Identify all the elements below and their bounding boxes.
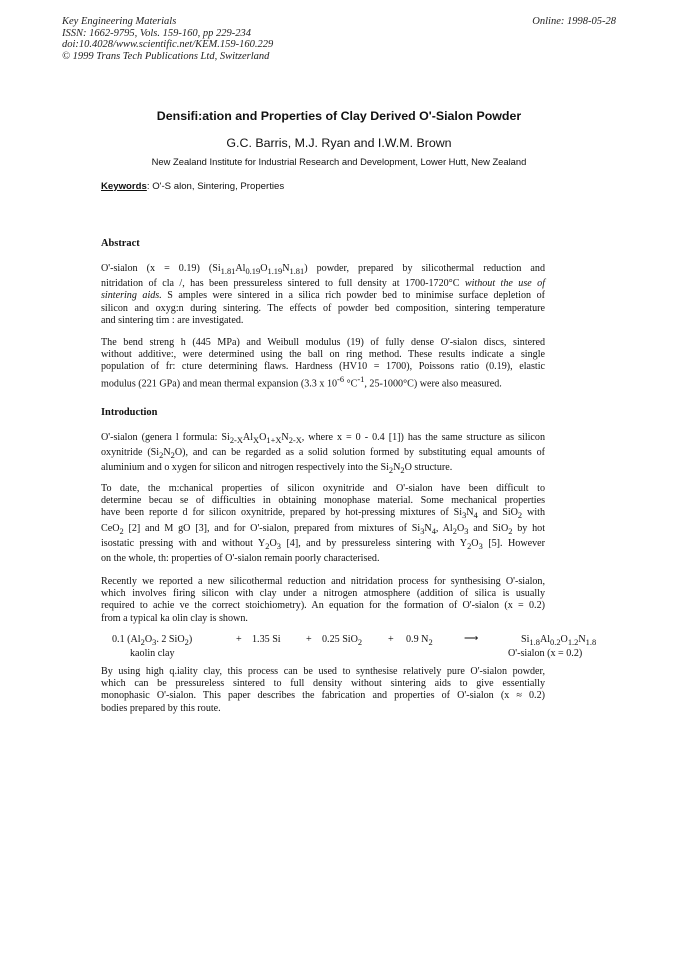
equation-term-silica: 0.25 SiO$_2$ — [322, 634, 363, 648]
paper-title: Densifi:ation and Properties of Clay Derived O'-Sialon Powder — [156, 109, 522, 123]
introduction-paragraph-4: By using high q.iality clay, this process can be used to synthesise relatively pure O'-sialon powder, which can be pressureless sintered to full density without sintering aids to give essentially monophasic O'-sialon. This paper describes the fabrication and properties of O'-sialon (x ≈ 0.2) bodies prepared by this route. — [101, 666, 545, 714]
equation-term-nitrogen: 0.9 $N_2$ — [406, 634, 433, 648]
introduction-paragraph-2: To date, the m:chanical properties of silicon oxynitride and O'-sialon have been difficult to determine becau se of difficulties in obtaining monophase material. Some mechanical properties have been reporte d for silicon oxynitride, prepared by hot-pressing mixtures of $Si_3N_4$ and SiO$_2$ with CeO$_2$ [2] and M gO [3], and for O'-sialon, prepared from mixtures of $Si_3N_4$, $Al_2O_3$ and SiO$_2$ by hot isostatic pressing with and without $Y_2O_3$ [4], and by pressureless sintering with $Y_2O_3$ [5]. However on the whole, th: properties of O'-sialon remain poorly characterised. — [101, 483, 546, 565]
equation-term-silicon: 1.35 Si — [252, 634, 281, 645]
abstract-paragraph-2: The bend streng h (445 MPa) and Weibull modulus (19) of fully dense O'-sialon discs, sintered without additive:, were determined using the ball on ring method. These results indicate a single population of fr: cture determining flaws. Hardness (HV10 = 1700), Poissons ratio (0.19), elastic modulus (221 GPa) and mean thermal expansion (3.3 x $10^{-6}$ $^\circ C^{-1}$, 25-1000°C) were also measured. — [101, 337, 545, 389]
equation-plus-1: + — [236, 634, 242, 645]
journal-name: Key Engineering Materials — [62, 16, 177, 27]
copyright-line: © 1999 Trans Tech Publications Ltd, Switzerland — [62, 50, 270, 62]
abstract-heading: Abstract — [101, 238, 140, 249]
authors: G.C. Barris, M.J. Ryan and I.W.M. Brown — [226, 136, 452, 150]
online-date: Online: 1998-05-28 — [532, 16, 616, 27]
journal-header — [62, 16, 273, 62]
equation-plus-2: + — [306, 634, 312, 645]
introduction-paragraph-3: Recently we reported a new silicothermal reduction and nitridation process for synthesising O'-sialon, which involves firing silicon with clay under a nitrogen atmosphere (addition of silica is usually required to achie ve the correct stoichiometry). An equation for the formation of O'-sialon (x = 0.2) from a typical ka olin clay is shown. — [101, 576, 545, 624]
issn-line: ISSN: 1662-9795, Vols. 159-160, pp 229-234 — [62, 27, 251, 39]
abstract-paragraph-1: O'-sialon (x = 0.19) $(Si_{1.81}Al_{0.19}O_{1.19}N_{1.81})$ powder, prepared by silicothermal reduction and nitridation of cla /, has been pressureless sintered to full density at 1700-1720°C without the use of sintering aids. S amples were sintered in a silica rich powder bed to minimise surface depletion of silicon and oxyg:n during sintering. The effects of powder bed composition, sintering temperature and sintering tim : are investigated. — [101, 263, 545, 326]
introduction-paragraph-1: O'-sialon (genera l formula: $Si_{2-X}Al_XO_{1+X}N_{2-X}$, where x = 0 - 0.4 [1]) has the same structure as silicon oxynitride $(Si_2N_2O)$, and can be regarded as a solid solution formed by substituting equal amounts of aluminium and o xygen for silicon and nitrogen respectively into the $Si_2N_2O$ structure. — [101, 432, 545, 476]
doi-line: doi:10.4028/www.scientific.net/KEM.159-160.229 — [62, 39, 274, 50]
affiliation: New Zealand Institute for Industrial Research and Development, Lower Hutt, New Zealand — [151, 156, 527, 167]
keywords — [101, 181, 284, 192]
keywords-text: : O'-S alon, Sintering, Properties — [146, 181, 285, 192]
introduction-heading: Introduction — [101, 407, 158, 418]
equation-label-kaolin: kaolin clay — [130, 648, 175, 659]
keywords-label: Keywords — [101, 181, 147, 192]
reaction-arrow: ⟶ — [464, 633, 479, 644]
equation-product: $Si_{1.8}Al_{0.2}O_{1.2}N_{1.8}$ — [521, 634, 597, 648]
equation-lhs: 0.1 ($Al_2O_3$. 2 SiO$_2$) — [112, 634, 193, 648]
equation-label-product: O'-sialon (x = 0.2) — [508, 648, 583, 659]
equation-plus-3: + — [388, 634, 394, 645]
